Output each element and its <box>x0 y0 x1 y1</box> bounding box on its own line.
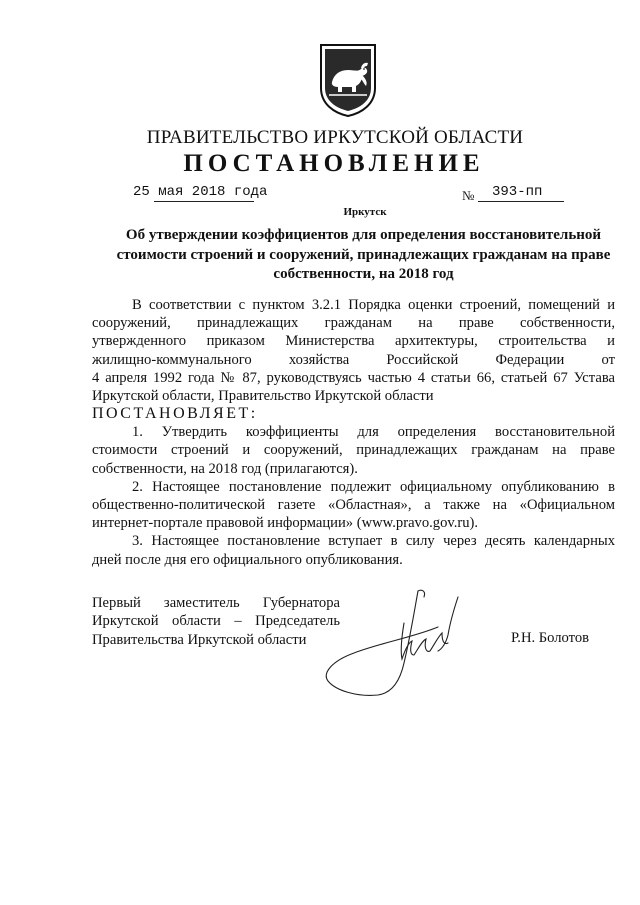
body-line: дней после дня его официального опубликования. <box>92 551 403 568</box>
date-underline <box>154 201 254 202</box>
body-line: интернет-портале правовой информации» (www.pravo.gov.ru). <box>92 515 479 532</box>
signer-position-line: Иркутской области – Председатель <box>92 613 340 630</box>
body-line: 2. Настоящее постановление подлежит официальному опубликованию в <box>132 478 615 495</box>
title-line: Об утверждении коэффициентов для определения восстановительной <box>125 227 602 243</box>
body-line: 3. Настоящее постановление вступает в силу через десять календарных <box>132 533 615 550</box>
document-type: ПОСТАНОВЛЕНИЕ <box>183 150 485 177</box>
body-line: В соответствии с пунктом 3.2.1 Порядка оценки строений, помещений и <box>132 297 615 313</box>
item-2-paragraph <box>92 478 615 533</box>
title-line: стоимости строений и сооружений, принадлежащих гражданам на праве <box>116 246 611 263</box>
body-line: сооружений, принадлежащих гражданам на праве собственности, <box>92 315 615 332</box>
signer-position-line: Правительства Иркутской области <box>92 631 307 648</box>
document-city: Иркутск <box>343 206 387 218</box>
resolve-heading: ПОСТАНОВЛЯЕТ: <box>92 405 258 423</box>
body-line: Иркутской области, Правительство Иркутской области <box>92 388 434 405</box>
body-line: общественно-политической газете «Областная», а также на «Официальном <box>92 497 615 514</box>
number-sign: № <box>462 188 475 203</box>
number-underline <box>478 201 564 202</box>
document-number: 393-пп <box>492 184 543 200</box>
organization-name: ПРАВИТЕЛЬСТВО ИРКУТСКОЙ ОБЛАСТИ <box>146 127 524 148</box>
handwritten-signature-icon <box>318 583 488 705</box>
body-line: собственности, на 2018 год (прилагаются). <box>92 460 358 477</box>
signer-position-line: Первый заместитель Губернатора <box>92 595 340 611</box>
body-line: 4 апреля 1992 года № 87, руководствуясь частью 4 статьи 66, статьей 67 Устава <box>92 369 615 386</box>
title-line: собственности, на 2018 год <box>273 266 454 282</box>
body-line: стоимости строений и сооружений, принадлежащих гражданам на праве <box>92 442 615 459</box>
irkutsk-coat-of-arms-icon <box>318 42 378 118</box>
signer-name: Р.Н. Болотов <box>511 630 590 646</box>
document-body <box>92 296 615 569</box>
body-line: жилищно-коммунального хозяйства Российской Федерации от <box>92 351 615 368</box>
body-line: утвержденного приказом Министерства архитектуры, строительства и <box>92 333 615 350</box>
item-1-paragraph <box>92 423 615 478</box>
preamble-paragraph <box>92 296 615 405</box>
document-title <box>112 226 615 285</box>
signer-position <box>92 594 340 649</box>
document-date: 25 мая 2018 года <box>133 184 268 200</box>
body-line: 1. Утвердить коэффициенты для определения восстановительной <box>132 424 615 441</box>
item-3-paragraph <box>92 532 615 568</box>
